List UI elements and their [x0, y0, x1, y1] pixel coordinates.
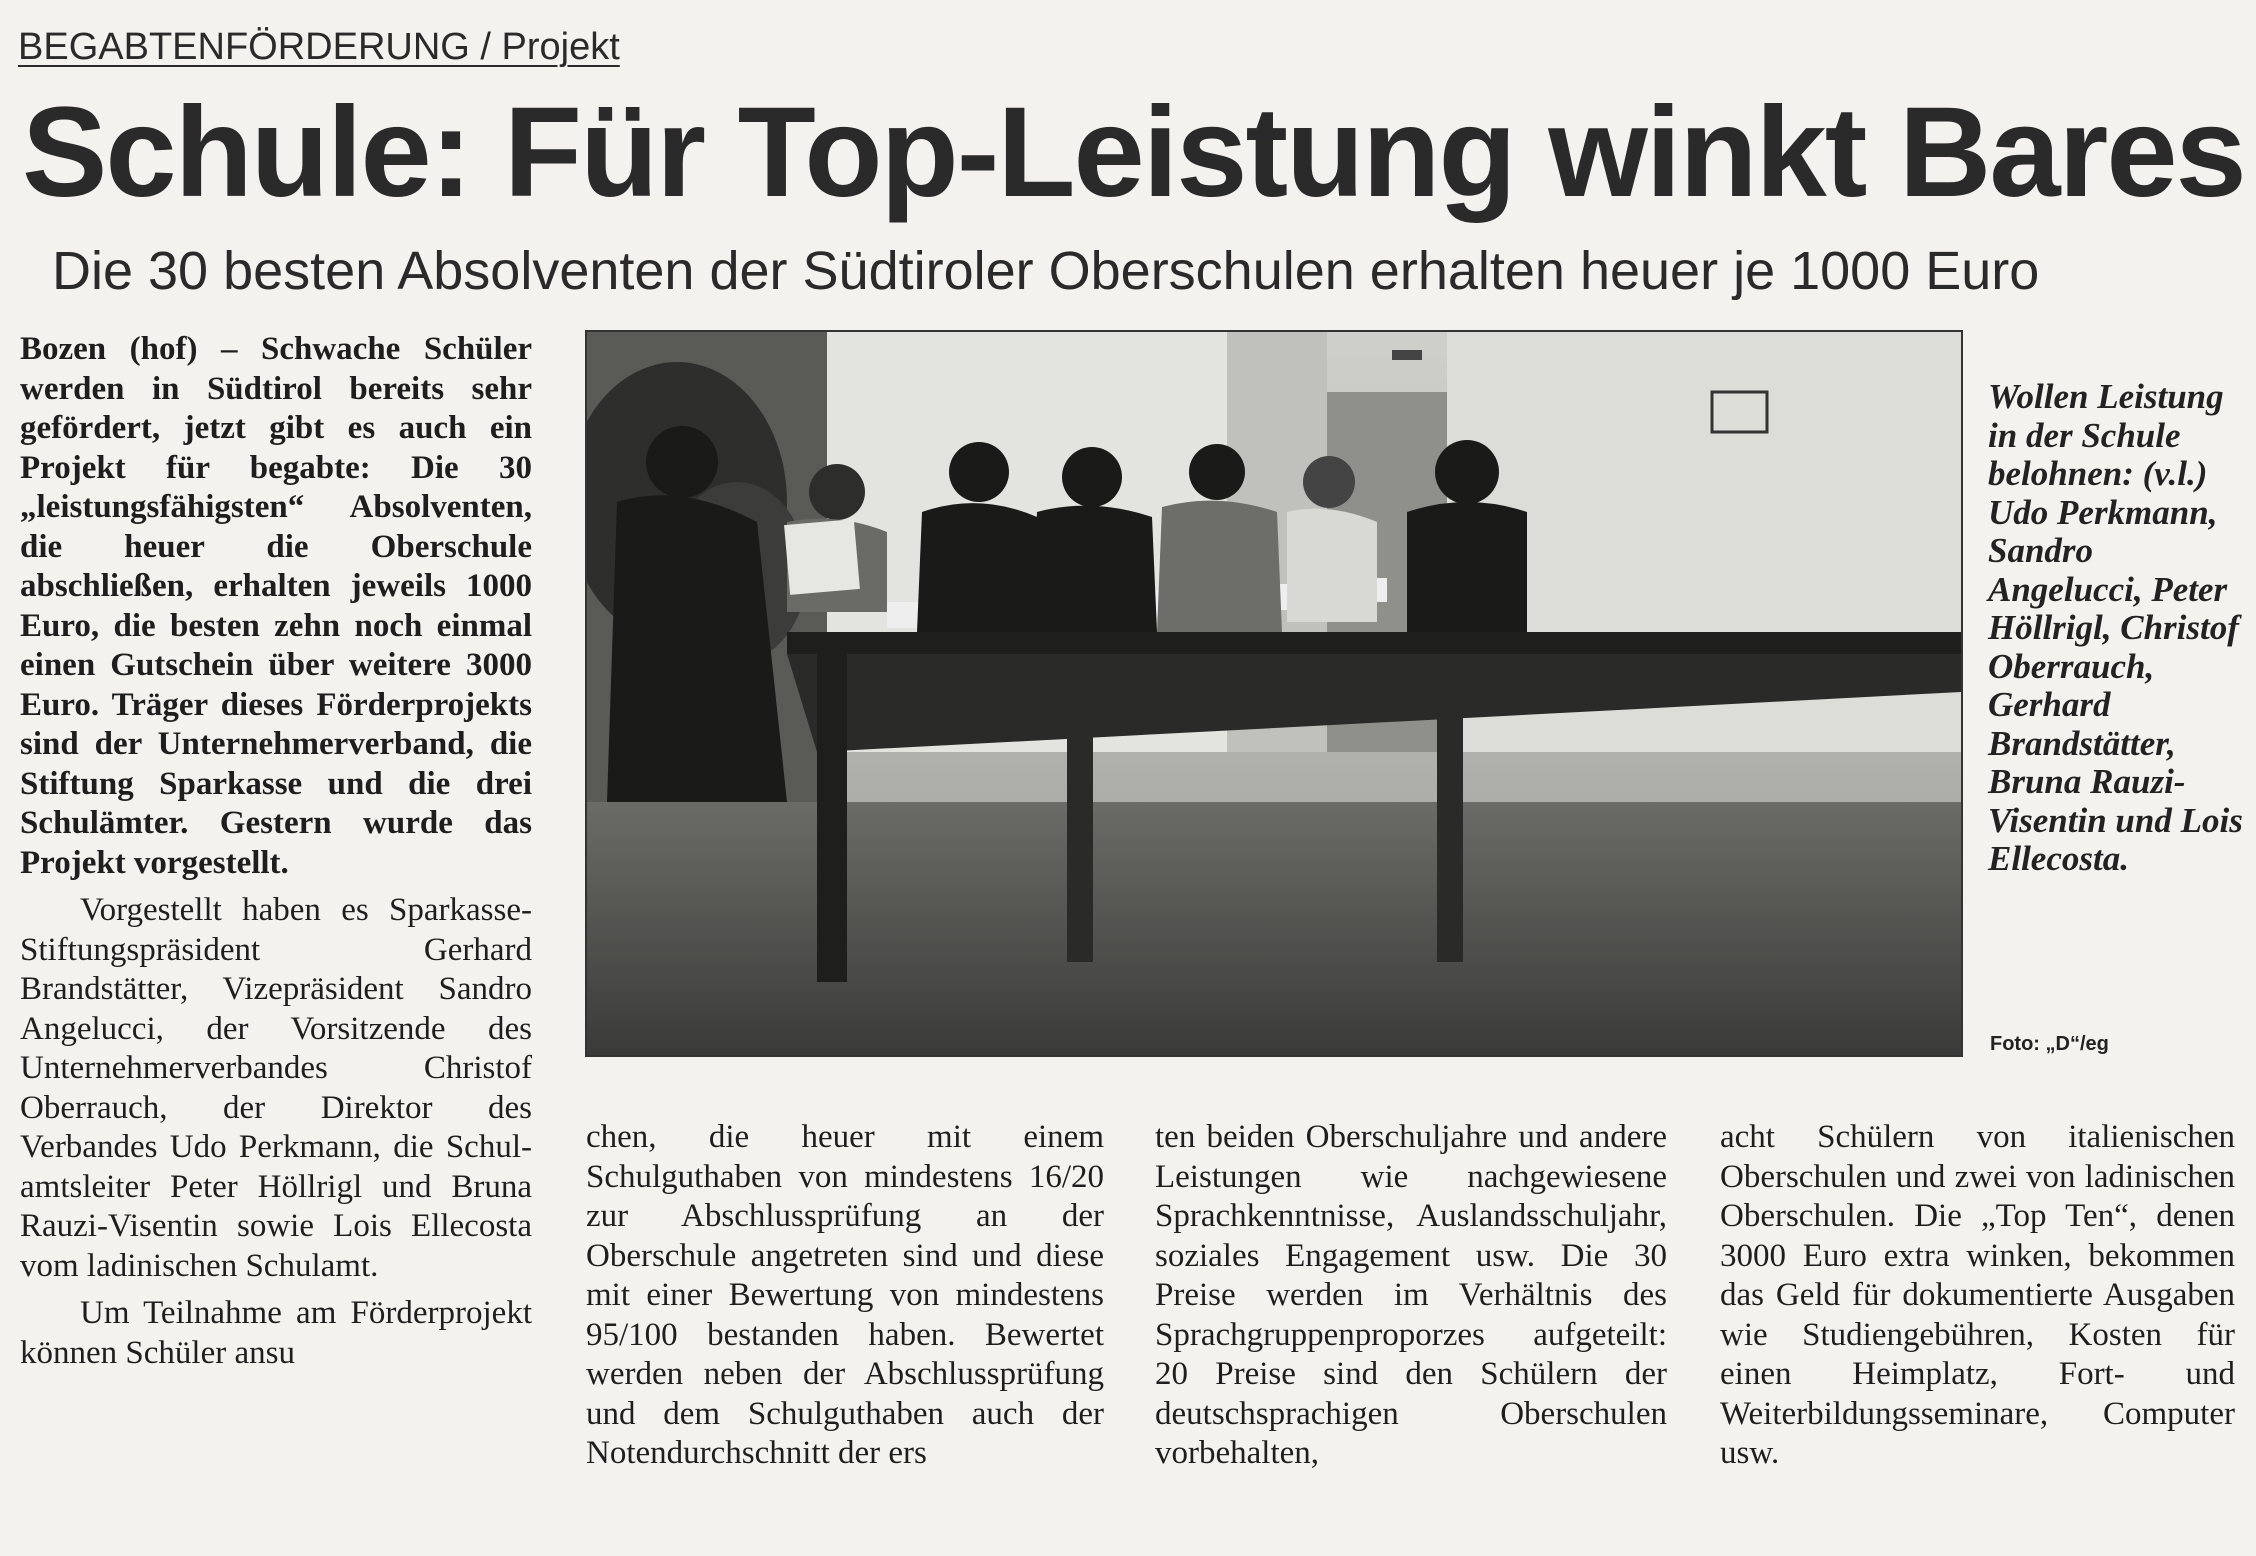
section-kicker: BEGABTENFÖRDERUNG / Projekt	[18, 26, 620, 68]
photo-credit: Foto: „D“/eg	[1990, 1033, 2109, 1055]
text-column-2	[586, 1118, 1104, 1474]
press-conference-photo	[587, 332, 1961, 1055]
text-column-1	[20, 330, 532, 1373]
article-photo	[585, 330, 1963, 1057]
text-column-4	[1720, 1118, 2235, 1474]
subheadline: Die 30 besten Absolventen der Südtiroler Oberschulen erhalten heuer je 1000 Euro	[52, 241, 2040, 301]
body-paragraph: chen, die heuer mit einem Schulguthaben von mindestens 16/20 zur Abschlussprüfung an der Oberschule angetreten sind und diese mit einer Bewertung von mindestens 95/100 bestanden haben. Bewertet werden neben der Abschlussprüfung und dem Schulguthaben auch der Notendurchschnitt der ers	[586, 1119, 1104, 1471]
body-paragraph: acht Schülern von italienischen Oberschulen und zwei von ladinischen Oberschulen. Die „Top Ten“, denen 3000 Euro extra winken, bekommen das Geld für dokumentierte Ausgaben wie Studiengebühren, Kosten für einen Heimplatz, Fort- und Weiterbildungsseminare, Computer usw.	[1720, 1119, 2235, 1471]
body-paragraph: Um Teilnahme am Förderprojekt können Schüler ansu	[20, 1295, 532, 1371]
body-paragraph: ten beiden Oberschuljahre und andere Leistungen wie nachgewiesene Sprachkenntnisse, Auslandsschuljahr, soziales Engagement usw. Die 30 Preise werden im Verhältnis des Sprachgruppenproporzes aufgeteilt: 20 Preise sind den Schülern der deutschsprachigen Oberschulen vorbehalten,	[1155, 1119, 1667, 1471]
text-column-3	[1155, 1118, 1667, 1474]
body-paragraph: Vorgestellt haben es Sparkasse-Stiftungspräsident Gerhard Brandstätter, Vizepräsident Sandro Angelucci, der Vorsitzende des Unternehmerverbandes Christof Oberrauch, der Direktor des Verbandes Udo Perkmann, die Schulamtsleiter Peter Höllrigl und Bruna Rauzi-Visentin sowie Lois Ellecosta vom ladinischen Schulamt.	[20, 892, 532, 1284]
photo-caption: Wollen Leistung in der Schule belohnen: (v.l.) Udo Perkmann, Sandro Angelucci, Peter Höllrigl, Christof Oberrauch, Gerhard Brandstätter, Bruna Rauzi-Visentin und Lois Ellecosta.	[1988, 377, 2243, 878]
headline: Schule: Für Top-Leistung winkt Bares	[22, 81, 2245, 224]
lead-paragraph: Bozen (hof) – Schwache Schüler werden in Südtirol bereits sehr gefördert, jetzt gibt es auch ein Projekt für begabte: Die 30 „leistungsfähigsten“ Absolventen, die heuer die Oberschule abschließen, erhalten jeweils 1000 Euro, die besten zehn noch einmal einen Gutschein über weitere 3000 Euro. Träger dieses Förderprojekts sind der Unternehmerverband, die Stiftung Sparkasse und die drei Schulämter. Gestern wurde das Projekt vorgestellt.	[20, 331, 532, 881]
